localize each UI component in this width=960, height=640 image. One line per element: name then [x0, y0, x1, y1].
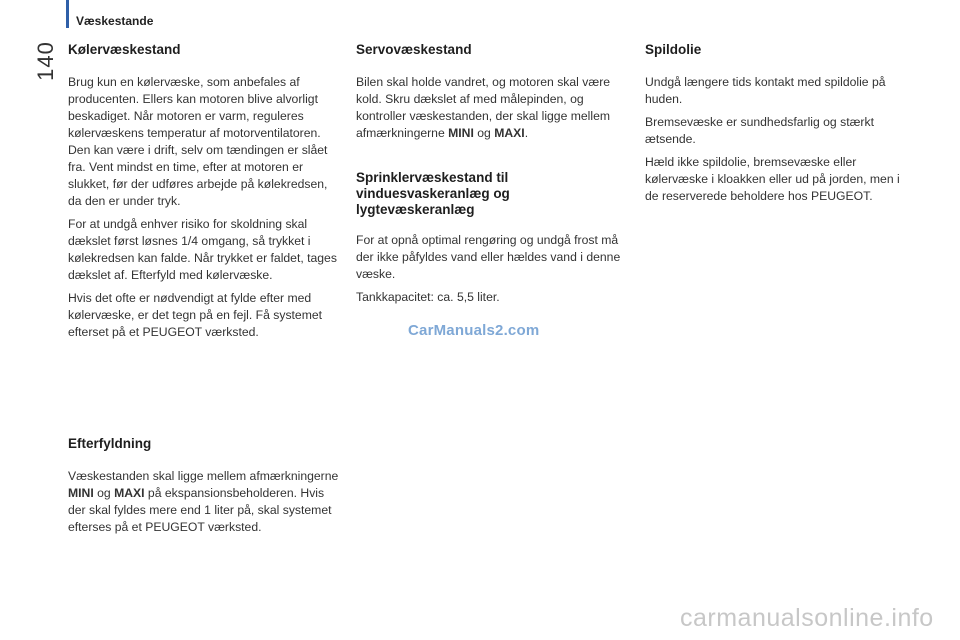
- servo-section: [356, 42, 631, 312]
- maxi-mark: MAXI: [494, 126, 525, 140]
- mini-mark: MINI: [68, 486, 94, 500]
- watermark-carmanuals2[interactable]: CarManuals2.com: [408, 322, 540, 339]
- page-number: 140: [33, 41, 58, 81]
- washer-heading: Sprinklervæskestand til vinduesvaskeranlæg og lygtevæskeranlæg: [356, 170, 510, 217]
- section-title: Væskestande: [76, 14, 154, 28]
- waste-oil-heading: Spildolie: [645, 42, 702, 57]
- refill-paragraph: Væskestanden skal ligge mellem afmærkningerne MINI og MAXI på ekspansionsbeholderen. Hvis der skal fyldes mere end 1 liter på, skal systemet efterses på et PEUGEOT værksted.: [68, 469, 339, 534]
- maxi-mark: MAXI: [114, 486, 145, 500]
- refill-section: [68, 436, 343, 542]
- washer-paragraph-2: Tankkapacitet: ca. 5,5 liter.: [356, 290, 500, 304]
- watermark-carmanualsonline: carmanualsonline.info: [680, 604, 934, 632]
- waste-oil-paragraph-3: Hæld ikke spildolie, bremsevæske eller kølervæske i kloakken eller ud på jorden, men i de reserverede beholdere hos PEUGEOT.: [645, 155, 900, 203]
- washer-paragraph-1: For at opnå optimal rengøring og undgå frost må der ikke påfyldes vand eller hældes vand i denne væske.: [356, 233, 621, 281]
- coolant-paragraph-3: Hvis det ofte er nødvendigt at fylde efter med kølervæske, er det tegn på en fejl. Få systemet efterset på et PEUGEOT værksted.: [68, 291, 323, 339]
- coolant-heading: Kølervæskestand: [68, 42, 181, 57]
- coolant-section: [68, 42, 343, 347]
- header-accent-bar: [66, 0, 69, 28]
- servo-heading: Servovæskestand: [356, 42, 472, 57]
- servo-paragraph: Bilen skal holde vandret, og motoren skal være kold. Skru dækslet af med målepinden, og kontroller væskestanden, der skal ligge mellem afmærkningerne MINI og MAXI.: [356, 75, 611, 140]
- mini-mark: MINI: [448, 126, 474, 140]
- refill-heading: Efterfyldning: [68, 436, 152, 451]
- waste-oil-paragraph-2: Bremsevæske er sundhedsfarlig og stærkt ætsende.: [645, 115, 874, 146]
- waste-oil-section: [645, 42, 915, 211]
- coolant-paragraph-1: Brug kun en kølervæske, som anbefales af producenten. Ellers kan motoren blive alvorligt beskadiget. Når motoren er varm, reguleres kølervæskens temperatur af motorventilatoren. Den kan være i drift, selv om tændingen er slået fra. Vent mindst en time, efter at motoren er slukket, før der udføres arbejde på kølekredsen, da den er under tryk.: [68, 75, 328, 208]
- waste-oil-paragraph-1: Undgå længere tids kontakt med spildolie på huden.: [645, 75, 886, 106]
- coolant-paragraph-2: For at undgå enhver risiko for skoldning skal dækslet først løsnes 1/4 omgang, så trykket i kølekredsen kan falde. Når trykket er faldet, tages dækslet af. Efterfyld med kølervæske.: [68, 217, 337, 282]
